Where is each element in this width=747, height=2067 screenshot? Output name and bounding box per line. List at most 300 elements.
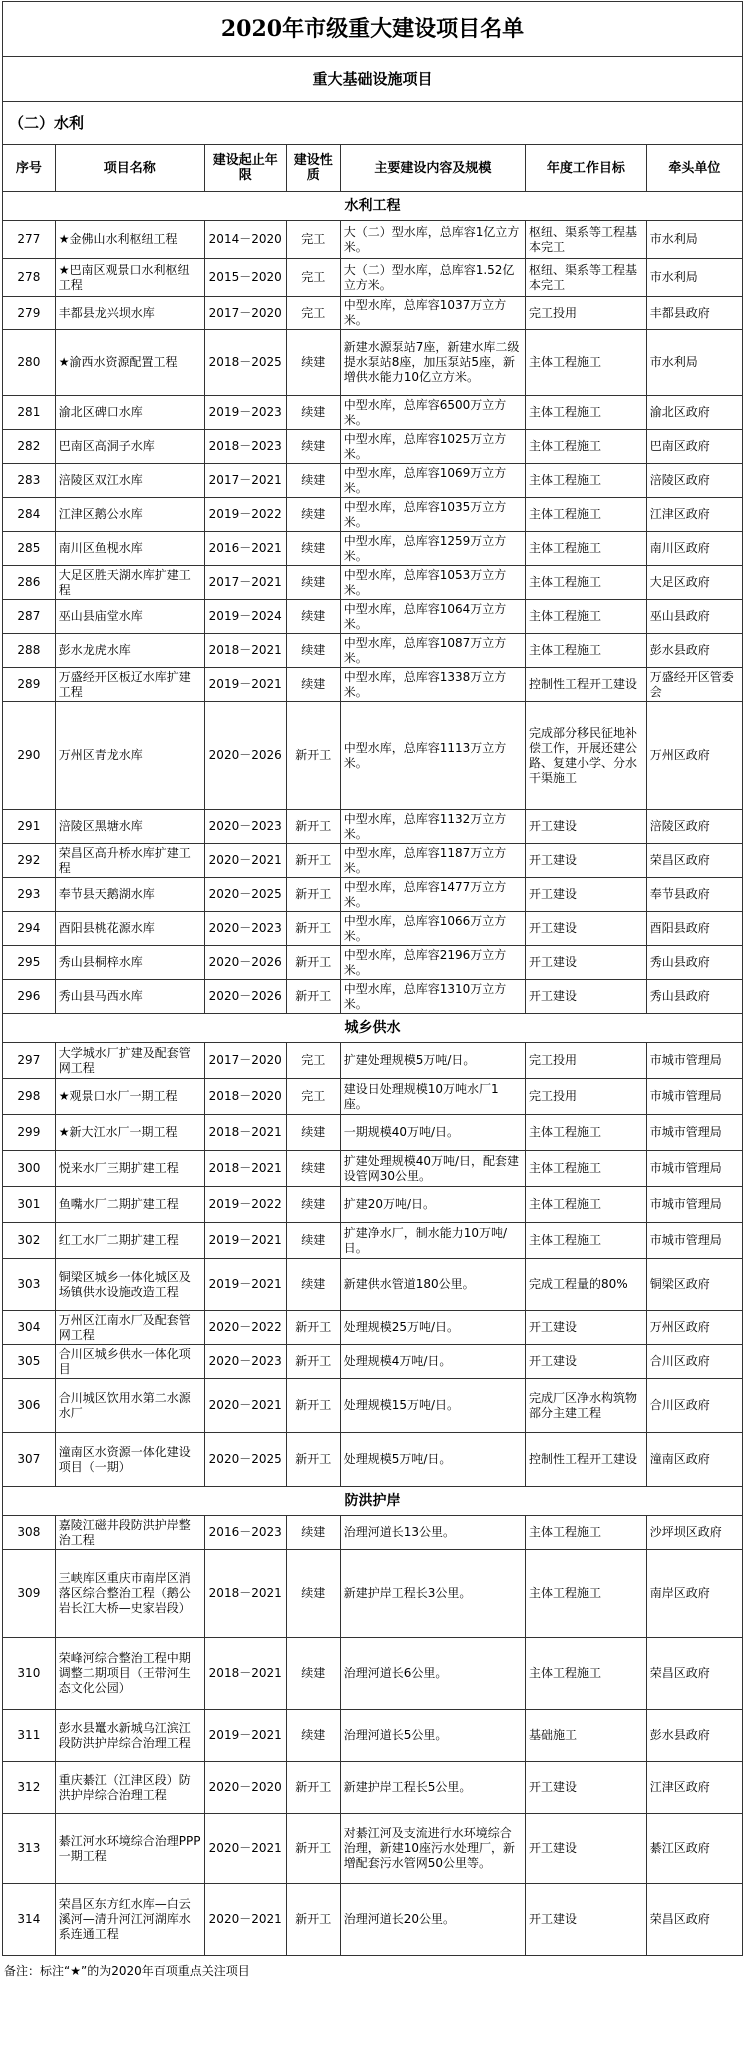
cell-no: 304 bbox=[3, 1311, 56, 1345]
cell-no: 289 bbox=[3, 668, 56, 702]
cell-type: 续建 bbox=[286, 566, 340, 600]
cell-type: 完工 bbox=[286, 1043, 340, 1079]
cell-goal: 开工建设 bbox=[525, 1345, 646, 1379]
cell-goal: 开工建设 bbox=[525, 1814, 646, 1884]
cell-no: 305 bbox=[3, 1345, 56, 1379]
cell-goal: 枢纽、渠系等工程基本完工 bbox=[525, 259, 646, 297]
cell-years: 2020－2021 bbox=[204, 1884, 286, 1956]
cell-content: 中型水库，总库容1064万立方米。 bbox=[340, 600, 525, 634]
cell-years: 2020－2021 bbox=[204, 1814, 286, 1884]
cell-name: 万州区江南水厂及配套管网工程 bbox=[55, 1311, 204, 1345]
cell-no: 310 bbox=[3, 1638, 56, 1710]
cell-name: 丰都县龙兴坝水库 bbox=[55, 297, 204, 330]
cell-goal: 开工建设 bbox=[525, 810, 646, 844]
cell-no: 302 bbox=[3, 1223, 56, 1259]
table-row bbox=[3, 1638, 743, 1710]
subsection-title: （二）水利 bbox=[3, 102, 743, 145]
cell-unit: 市城市管理局 bbox=[646, 1223, 742, 1259]
cell-name: ★观景口水厂一期工程 bbox=[55, 1079, 204, 1115]
cell-name: 万州区青龙水库 bbox=[55, 702, 204, 810]
section-title: 重大基础设施项目 bbox=[3, 57, 743, 102]
cell-name: 荣峰河综合整治工程中期调整二期项目（王带河生态文化公园） bbox=[55, 1638, 204, 1710]
header-no: 序号 bbox=[3, 145, 56, 192]
cell-name: ★金佛山水利枢纽工程 bbox=[55, 221, 204, 259]
cell-content: 建设日处理规模10万吨水厂1座。 bbox=[340, 1079, 525, 1115]
cell-years: 2018－2021 bbox=[204, 634, 286, 668]
cell-type: 新开工 bbox=[286, 1762, 340, 1814]
cell-content: 新建护岸工程长3公里。 bbox=[340, 1550, 525, 1638]
cell-unit: 彭水县政府 bbox=[646, 634, 742, 668]
cell-unit: 沙坪坝区政府 bbox=[646, 1516, 742, 1550]
cell-years: 2020－2026 bbox=[204, 702, 286, 810]
cell-goal: 主体工程施工 bbox=[525, 600, 646, 634]
cell-years: 2016－2023 bbox=[204, 1516, 286, 1550]
cell-no: 285 bbox=[3, 532, 56, 566]
table-row bbox=[3, 668, 743, 702]
category-label: 防洪护岸 bbox=[3, 1487, 743, 1516]
cell-name: 涪陵区黑塘水库 bbox=[55, 810, 204, 844]
cell-unit: 万盛经开区管委会 bbox=[646, 668, 742, 702]
cell-name: 合川区城乡供水一体化项目 bbox=[55, 1345, 204, 1379]
cell-no: 293 bbox=[3, 878, 56, 912]
cell-type: 新开工 bbox=[286, 980, 340, 1014]
cell-goal: 开工建设 bbox=[525, 946, 646, 980]
cell-name: 红工水厂二期扩建工程 bbox=[55, 1223, 204, 1259]
cell-unit: 市城市管理局 bbox=[646, 1115, 742, 1151]
cell-content: 中型水库，总库容1037万立方米。 bbox=[340, 297, 525, 330]
footnote: 备注：标注“★”的为2020年百项重点关注项目 bbox=[4, 1964, 250, 1978]
cell-content: 中型水库，总库容1113万立方米。 bbox=[340, 702, 525, 810]
cell-content: 扩建处理规模40万吨/日，配套建设管网30公里。 bbox=[340, 1151, 525, 1187]
table-row bbox=[3, 946, 743, 980]
table-row bbox=[3, 844, 743, 878]
cell-no: 314 bbox=[3, 1884, 56, 1956]
cell-name: 涪陵区双江水库 bbox=[55, 464, 204, 498]
table-row bbox=[3, 912, 743, 946]
cell-years: 2019－2021 bbox=[204, 1223, 286, 1259]
cell-goal: 主体工程施工 bbox=[525, 1115, 646, 1151]
cell-goal: 基础施工 bbox=[525, 1710, 646, 1762]
table-row bbox=[3, 1043, 743, 1079]
table-row bbox=[3, 1762, 743, 1814]
header-content: 主要建设内容及规模 bbox=[340, 145, 525, 192]
cell-unit: 万州区政府 bbox=[646, 1311, 742, 1345]
cell-type: 续建 bbox=[286, 464, 340, 498]
cell-unit: 合川区政府 bbox=[646, 1379, 742, 1433]
cell-unit: 市城市管理局 bbox=[646, 1079, 742, 1115]
cell-type: 续建 bbox=[286, 330, 340, 396]
cell-years: 2019－2021 bbox=[204, 1259, 286, 1311]
cell-years: 2020－2022 bbox=[204, 1311, 286, 1345]
cell-no: 283 bbox=[3, 464, 56, 498]
cell-no: 278 bbox=[3, 259, 56, 297]
cell-goal: 主体工程施工 bbox=[525, 1223, 646, 1259]
cell-type: 续建 bbox=[286, 396, 340, 430]
table-row bbox=[3, 430, 743, 464]
cell-type: 新开工 bbox=[286, 1345, 340, 1379]
cell-goal: 完工投用 bbox=[525, 297, 646, 330]
cell-content: 大（二）型水库，总库容1亿立方米。 bbox=[340, 221, 525, 259]
cell-goal: 主体工程施工 bbox=[525, 1187, 646, 1223]
cell-name: 潼南区水资源一体化建设项目（一期） bbox=[55, 1433, 204, 1487]
cell-name: 奉节县天鹅湖水库 bbox=[55, 878, 204, 912]
cell-name: 合川城区饮用水第二水源水厂 bbox=[55, 1379, 204, 1433]
cell-unit: 酉阳县政府 bbox=[646, 912, 742, 946]
cell-type: 续建 bbox=[286, 1151, 340, 1187]
cell-content: 中型水库，总库容1187万立方米。 bbox=[340, 844, 525, 878]
category-row bbox=[3, 1487, 743, 1516]
cell-goal: 开工建设 bbox=[525, 912, 646, 946]
cell-goal: 开工建设 bbox=[525, 844, 646, 878]
cell-goal: 开工建设 bbox=[525, 1762, 646, 1814]
cell-content: 大（二）型水库，总库容1.52亿立方米。 bbox=[340, 259, 525, 297]
cell-years: 2018－2023 bbox=[204, 430, 286, 464]
table-row bbox=[3, 1516, 743, 1550]
cell-years: 2020－2026 bbox=[204, 946, 286, 980]
table-row bbox=[3, 878, 743, 912]
table-row bbox=[3, 1379, 743, 1433]
cell-type: 新开工 bbox=[286, 1379, 340, 1433]
table-header bbox=[3, 145, 743, 192]
table-row bbox=[3, 1115, 743, 1151]
cell-content: 扩建净水厂，制水能力10万吨/日。 bbox=[340, 1223, 525, 1259]
cell-unit: 市水利局 bbox=[646, 330, 742, 396]
cell-name: 江津区鹅公水库 bbox=[55, 498, 204, 532]
cell-unit: 涪陵区政府 bbox=[646, 464, 742, 498]
cell-goal: 主体工程施工 bbox=[525, 330, 646, 396]
cell-years: 2016－2021 bbox=[204, 532, 286, 566]
cell-no: 290 bbox=[3, 702, 56, 810]
cell-name: 秀山县马西水库 bbox=[55, 980, 204, 1014]
cell-name: 渝北区碑口水库 bbox=[55, 396, 204, 430]
cell-type: 续建 bbox=[286, 1516, 340, 1550]
cell-content: 处理规模15万吨/日。 bbox=[340, 1379, 525, 1433]
cell-goal: 主体工程施工 bbox=[525, 1550, 646, 1638]
cell-no: 277 bbox=[3, 221, 56, 259]
cell-unit: 南岸区政府 bbox=[646, 1550, 742, 1638]
cell-name: 铜梁区城乡一体化城区及场镇供水设施改造工程 bbox=[55, 1259, 204, 1311]
cell-content: 中型水库，总库容1025万立方米。 bbox=[340, 430, 525, 464]
cell-unit: 荣昌区政府 bbox=[646, 844, 742, 878]
cell-type: 新开工 bbox=[286, 1311, 340, 1345]
cell-content: 新建护岸工程长5公里。 bbox=[340, 1762, 525, 1814]
cell-type: 续建 bbox=[286, 430, 340, 464]
cell-years: 2018－2020 bbox=[204, 1079, 286, 1115]
cell-content: 一期规模40万吨/日。 bbox=[340, 1115, 525, 1151]
category-row bbox=[3, 1014, 743, 1043]
cell-years: 2019－2024 bbox=[204, 600, 286, 634]
cell-no: 313 bbox=[3, 1814, 56, 1884]
table-row bbox=[3, 1884, 743, 1956]
project-table bbox=[2, 1, 743, 1956]
header-type: 建设性质 bbox=[286, 145, 340, 192]
cell-no: 295 bbox=[3, 946, 56, 980]
cell-goal: 主体工程施工 bbox=[525, 464, 646, 498]
cell-years: 2020－2026 bbox=[204, 980, 286, 1014]
category-label: 城乡供水 bbox=[3, 1014, 743, 1043]
cell-unit: 江津区政府 bbox=[646, 1762, 742, 1814]
cell-goal: 主体工程施工 bbox=[525, 1151, 646, 1187]
cell-name: 秀山县桐梓水库 bbox=[55, 946, 204, 980]
cell-content: 中型水库，总库容1035万立方米。 bbox=[340, 498, 525, 532]
table-row bbox=[3, 1710, 743, 1762]
cell-goal: 开工建设 bbox=[525, 1311, 646, 1345]
cell-unit: 江津区政府 bbox=[646, 498, 742, 532]
cell-no: 312 bbox=[3, 1762, 56, 1814]
cell-type: 续建 bbox=[286, 1223, 340, 1259]
cell-years: 2020－2025 bbox=[204, 878, 286, 912]
cell-years: 2019－2021 bbox=[204, 1710, 286, 1762]
cell-type: 完工 bbox=[286, 221, 340, 259]
cell-goal: 主体工程施工 bbox=[525, 1516, 646, 1550]
cell-goal: 主体工程施工 bbox=[525, 532, 646, 566]
cell-no: 306 bbox=[3, 1379, 56, 1433]
cell-no: 284 bbox=[3, 498, 56, 532]
table-row bbox=[3, 532, 743, 566]
cell-years: 2018－2025 bbox=[204, 330, 286, 396]
cell-name: 万盛经开区板辽水库扩建工程 bbox=[55, 668, 204, 702]
cell-goal: 主体工程施工 bbox=[525, 566, 646, 600]
cell-no: 280 bbox=[3, 330, 56, 396]
cell-type: 续建 bbox=[286, 1550, 340, 1638]
cell-years: 2014－2020 bbox=[204, 221, 286, 259]
cell-name: 大学城水厂扩建及配套管网工程 bbox=[55, 1043, 204, 1079]
cell-no: 291 bbox=[3, 810, 56, 844]
cell-content: 治理河道长6公里。 bbox=[340, 1638, 525, 1710]
table-row bbox=[3, 634, 743, 668]
cell-unit: 市城市管理局 bbox=[646, 1187, 742, 1223]
cell-content: 治理河道长5公里。 bbox=[340, 1710, 525, 1762]
cell-unit: 綦江区政府 bbox=[646, 1814, 742, 1884]
cell-years: 2019－2023 bbox=[204, 396, 286, 430]
cell-no: 281 bbox=[3, 396, 56, 430]
cell-unit: 市城市管理局 bbox=[646, 1043, 742, 1079]
cell-unit: 渝北区政府 bbox=[646, 396, 742, 430]
cell-unit: 市水利局 bbox=[646, 221, 742, 259]
cell-type: 续建 bbox=[286, 1638, 340, 1710]
table-row bbox=[3, 464, 743, 498]
cell-content: 治理河道长13公里。 bbox=[340, 1516, 525, 1550]
cell-type: 续建 bbox=[286, 1710, 340, 1762]
table-row bbox=[3, 396, 743, 430]
cell-name: 嘉陵江磁井段防洪护岸整治工程 bbox=[55, 1516, 204, 1550]
table-row bbox=[3, 1259, 743, 1311]
cell-goal: 控制性工程开工建设 bbox=[525, 668, 646, 702]
cell-content: 对綦江河及支流进行水环境综合治理，新建10座污水处理厂，新增配套污水管网50公里等。 bbox=[340, 1814, 525, 1884]
cell-years: 2020－2023 bbox=[204, 810, 286, 844]
category-label: 水利工程 bbox=[3, 192, 743, 221]
cell-unit: 市水利局 bbox=[646, 259, 742, 297]
cell-unit: 巴南区政府 bbox=[646, 430, 742, 464]
cell-name: ★新大江水厂一期工程 bbox=[55, 1115, 204, 1151]
cell-no: 279 bbox=[3, 297, 56, 330]
cell-type: 新开工 bbox=[286, 912, 340, 946]
cell-goal: 主体工程施工 bbox=[525, 430, 646, 464]
table-row bbox=[3, 1223, 743, 1259]
cell-years: 2020－2023 bbox=[204, 912, 286, 946]
table-row bbox=[3, 1814, 743, 1884]
page-title: 2020年市级重大建设项目名单 bbox=[3, 2, 743, 57]
cell-type: 新开工 bbox=[286, 1433, 340, 1487]
cell-content: 中型水库，总库容1259万立方米。 bbox=[340, 532, 525, 566]
header-unit: 牵头单位 bbox=[646, 145, 742, 192]
cell-no: 300 bbox=[3, 1151, 56, 1187]
cell-goal: 开工建设 bbox=[525, 878, 646, 912]
cell-type: 续建 bbox=[286, 634, 340, 668]
cell-years: 2017－2020 bbox=[204, 1043, 286, 1079]
cell-name: 綦江河水环境综合治理PPP一期工程 bbox=[55, 1814, 204, 1884]
cell-years: 2020－2023 bbox=[204, 1345, 286, 1379]
cell-no: 286 bbox=[3, 566, 56, 600]
cell-name: ★渝西水资源配置工程 bbox=[55, 330, 204, 396]
cell-years: 2018－2021 bbox=[204, 1115, 286, 1151]
cell-type: 新开工 bbox=[286, 810, 340, 844]
cell-name: 南川区鱼枧水库 bbox=[55, 532, 204, 566]
cell-unit: 涪陵区政府 bbox=[646, 810, 742, 844]
cell-goal: 完成工程量的80% bbox=[525, 1259, 646, 1311]
table-row bbox=[3, 1151, 743, 1187]
cell-years: 2019－2022 bbox=[204, 1187, 286, 1223]
table-row bbox=[3, 566, 743, 600]
cell-unit: 秀山县政府 bbox=[646, 980, 742, 1014]
table-row bbox=[3, 1550, 743, 1638]
cell-name: 悦来水厂三期扩建工程 bbox=[55, 1151, 204, 1187]
cell-name: 荣昌区东方红水库—白云溪河—清升河江河湖库水系连通工程 bbox=[55, 1884, 204, 1956]
category-row bbox=[3, 192, 743, 221]
cell-type: 新开工 bbox=[286, 1884, 340, 1956]
cell-goal: 主体工程施工 bbox=[525, 1638, 646, 1710]
cell-goal: 完工投用 bbox=[525, 1043, 646, 1079]
table-row bbox=[3, 810, 743, 844]
cell-name: 彭水龙虎水库 bbox=[55, 634, 204, 668]
cell-goal: 控制性工程开工建设 bbox=[525, 1433, 646, 1487]
cell-type: 新开工 bbox=[286, 1814, 340, 1884]
table-row bbox=[3, 1311, 743, 1345]
cell-years: 2017－2021 bbox=[204, 464, 286, 498]
cell-no: 308 bbox=[3, 1516, 56, 1550]
cell-years: 2019－2022 bbox=[204, 498, 286, 532]
table-row bbox=[3, 702, 743, 810]
cell-name: 三峡库区重庆市南岸区消落区综合整治工程（鹅公岩长江大桥—史家岩段） bbox=[55, 1550, 204, 1638]
cell-unit: 秀山县政府 bbox=[646, 946, 742, 980]
cell-type: 完工 bbox=[286, 259, 340, 297]
cell-content: 中型水库，总库容1338万立方米。 bbox=[340, 668, 525, 702]
cell-unit: 合川区政府 bbox=[646, 1345, 742, 1379]
cell-years: 2020－2025 bbox=[204, 1433, 286, 1487]
cell-type: 续建 bbox=[286, 1259, 340, 1311]
cell-type: 续建 bbox=[286, 600, 340, 634]
cell-name: 酉阳县桃花源水库 bbox=[55, 912, 204, 946]
cell-goal: 主体工程施工 bbox=[525, 498, 646, 532]
cell-content: 扩建20万吨/日。 bbox=[340, 1187, 525, 1223]
cell-content: 处理规模4万吨/日。 bbox=[340, 1345, 525, 1379]
cell-unit: 彭水县政府 bbox=[646, 1710, 742, 1762]
cell-name: ★巴南区观景口水利枢纽工程 bbox=[55, 259, 204, 297]
cell-years: 2020－2021 bbox=[204, 844, 286, 878]
cell-unit: 大足区政府 bbox=[646, 566, 742, 600]
cell-goal: 开工建设 bbox=[525, 980, 646, 1014]
cell-no: 311 bbox=[3, 1710, 56, 1762]
cell-content: 治理河道长20公里。 bbox=[340, 1884, 525, 1956]
cell-type: 新开工 bbox=[286, 702, 340, 810]
cell-goal: 完成厂区净水构筑物部分主建工程 bbox=[525, 1379, 646, 1433]
cell-no: 294 bbox=[3, 912, 56, 946]
cell-no: 296 bbox=[3, 980, 56, 1014]
cell-years: 2018－2021 bbox=[204, 1151, 286, 1187]
cell-unit: 巫山县政府 bbox=[646, 600, 742, 634]
cell-no: 287 bbox=[3, 600, 56, 634]
cell-unit: 潼南区政府 bbox=[646, 1433, 742, 1487]
cell-no: 307 bbox=[3, 1433, 56, 1487]
cell-type: 续建 bbox=[286, 1115, 340, 1151]
table-row bbox=[3, 1187, 743, 1223]
cell-no: 288 bbox=[3, 634, 56, 668]
table-row bbox=[3, 1433, 743, 1487]
cell-content: 中型水库，总库容6500万立方米。 bbox=[340, 396, 525, 430]
cell-content: 中型水库，总库容1477万立方米。 bbox=[340, 878, 525, 912]
cell-type: 续建 bbox=[286, 532, 340, 566]
cell-no: 297 bbox=[3, 1043, 56, 1079]
cell-name: 鱼嘴水厂二期扩建工程 bbox=[55, 1187, 204, 1223]
table-row bbox=[3, 1345, 743, 1379]
cell-goal: 主体工程施工 bbox=[525, 634, 646, 668]
cell-name: 彭水县鼍水新城乌江滨江段防洪护岸综合治理工程 bbox=[55, 1710, 204, 1762]
cell-goal: 完工投用 bbox=[525, 1079, 646, 1115]
cell-type: 续建 bbox=[286, 1187, 340, 1223]
cell-content: 中型水库，总库容1132万立方米。 bbox=[340, 810, 525, 844]
cell-no: 301 bbox=[3, 1187, 56, 1223]
cell-name: 重庆綦江（江津区段）防洪护岸综合治理工程 bbox=[55, 1762, 204, 1814]
cell-type: 新开工 bbox=[286, 844, 340, 878]
cell-content: 中型水库，总库容2196万立方米。 bbox=[340, 946, 525, 980]
cell-content: 中型水库，总库容1087万立方米。 bbox=[340, 634, 525, 668]
cell-name: 大足区胜天湖水库扩建工程 bbox=[55, 566, 204, 600]
cell-years: 2017－2021 bbox=[204, 566, 286, 600]
cell-no: 282 bbox=[3, 430, 56, 464]
header-goal: 年度工作目标 bbox=[525, 145, 646, 192]
cell-unit: 南川区政府 bbox=[646, 532, 742, 566]
table-row bbox=[3, 600, 743, 634]
table-row bbox=[3, 297, 743, 330]
cell-years: 2020－2021 bbox=[204, 1379, 286, 1433]
cell-type: 续建 bbox=[286, 498, 340, 532]
cell-content: 中型水库，总库容1066万立方米。 bbox=[340, 912, 525, 946]
header-name: 项目名称 bbox=[55, 145, 204, 192]
cell-no: 298 bbox=[3, 1079, 56, 1115]
table-row bbox=[3, 498, 743, 532]
cell-no: 309 bbox=[3, 1550, 56, 1638]
cell-no: 292 bbox=[3, 844, 56, 878]
cell-content: 新建供水管道180公里。 bbox=[340, 1259, 525, 1311]
cell-no: 303 bbox=[3, 1259, 56, 1311]
cell-type: 新开工 bbox=[286, 946, 340, 980]
cell-goal: 完成部分移民征地补偿工作，开展还建公路、复建小学、分水干渠施工 bbox=[525, 702, 646, 810]
cell-content: 新建水源泵站7座，新建水库二级提水泵站8座，加压泵站5座，新增供水能力10亿立方米。 bbox=[340, 330, 525, 396]
cell-years: 2020－2020 bbox=[204, 1762, 286, 1814]
cell-years: 2018－2021 bbox=[204, 1550, 286, 1638]
cell-type: 完工 bbox=[286, 297, 340, 330]
header-years: 建设起止年限 bbox=[204, 145, 286, 192]
cell-name: 荣昌区高升桥水库扩建工程 bbox=[55, 844, 204, 878]
cell-content: 处理规模5万吨/日。 bbox=[340, 1433, 525, 1487]
cell-unit: 丰都县政府 bbox=[646, 297, 742, 330]
cell-type: 新开工 bbox=[286, 878, 340, 912]
cell-unit: 铜梁区政府 bbox=[646, 1259, 742, 1311]
table-row bbox=[3, 221, 743, 259]
cell-content: 处理规模25万吨/日。 bbox=[340, 1311, 525, 1345]
cell-no: 299 bbox=[3, 1115, 56, 1151]
cell-type: 续建 bbox=[286, 668, 340, 702]
